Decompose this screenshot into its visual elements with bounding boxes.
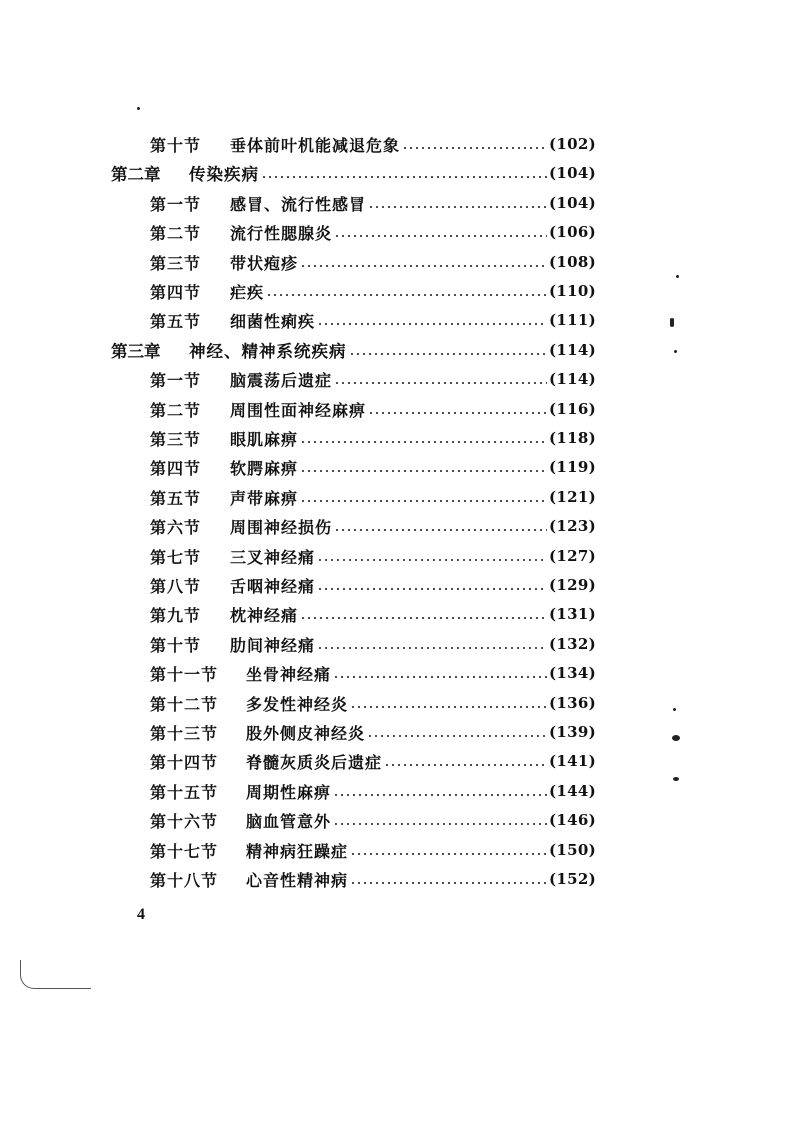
toc-entry-number: 第十一节	[150, 664, 219, 684]
toc-section-entry	[150, 748, 596, 774]
toc-section-entry	[150, 219, 596, 245]
toc-entry-number: 第一节	[150, 194, 202, 214]
dot-leader	[333, 676, 547, 678]
toc-entry-page: (139)	[548, 723, 596, 741]
dot-leader	[384, 764, 547, 766]
toc-section-entry	[150, 425, 596, 451]
dot-leader	[333, 794, 547, 796]
toc-section-entry	[150, 719, 596, 745]
toc-section-entry	[150, 307, 596, 333]
dot-leader	[334, 529, 547, 531]
toc-section-entry	[150, 660, 596, 686]
toc-section-entry	[150, 366, 596, 392]
scan-speck	[673, 777, 679, 781]
toc-section-entry	[150, 543, 596, 569]
toc-chapter-entry	[111, 160, 596, 186]
dot-leader	[300, 617, 547, 619]
toc-entry-title: 肋间神经痛	[230, 635, 316, 655]
toc-entry-title: 枕神经痛	[230, 605, 299, 625]
dot-leader	[402, 147, 547, 149]
toc-entry-title: 垂体前叶机能减退危象	[230, 135, 401, 155]
scan-speck	[676, 275, 679, 278]
toc-entry-title: 坐骨神经痛	[246, 664, 332, 684]
toc-entry-number: 第六节	[150, 517, 202, 537]
toc-entry-number: 第十节	[150, 135, 202, 155]
scan-speck	[673, 708, 676, 711]
toc-section-entry	[150, 396, 596, 422]
toc-entry-number: 第二章	[111, 165, 161, 184]
toc-section-entry	[150, 690, 596, 716]
toc-section-entry	[150, 513, 596, 539]
toc-entry-page: (123)	[548, 517, 596, 535]
toc-section-entry	[150, 601, 596, 627]
dot-leader	[367, 735, 547, 737]
scan-speck	[674, 350, 677, 353]
dot-leader	[317, 588, 547, 590]
toc-entry-number: 第十五节	[150, 782, 219, 802]
toc-entry-number: 第二节	[150, 400, 202, 420]
toc-chapter-entry	[111, 337, 596, 363]
dot-leader	[300, 265, 547, 267]
toc-entry-number: 第十三节	[150, 723, 219, 743]
dot-leader	[266, 294, 547, 296]
toc-entry-page: (114)	[548, 370, 596, 388]
toc-entry-page: (141)	[548, 752, 596, 770]
toc-entry-number: 第十四节	[150, 752, 219, 772]
toc-entry-page: (118)	[548, 429, 596, 447]
toc-section-entry	[150, 572, 596, 598]
dot-leader	[350, 882, 547, 884]
toc-section-entry	[150, 131, 596, 157]
toc-entry-page: (146)	[548, 811, 596, 829]
toc-entry-page: (108)	[548, 253, 596, 271]
toc-entry-title: 脑震荡后遗症	[230, 370, 333, 390]
toc-entry-page: (119)	[548, 458, 596, 476]
toc-section-entry	[150, 807, 596, 833]
toc-entry-title: 软腭麻痹	[230, 458, 299, 478]
dot-leader	[350, 706, 547, 708]
toc-entry-number: 第十七节	[150, 841, 219, 861]
dot-leader	[334, 382, 547, 384]
toc-entry-title: 股外侧皮神经炎	[246, 723, 366, 743]
toc-entry-number: 第七节	[150, 547, 202, 567]
dot-leader	[300, 441, 547, 443]
toc-entry-title: 眼肌麻痹	[230, 429, 299, 449]
toc-entry-title: 感冒、流行性感冒	[230, 194, 367, 214]
toc-entry-page: (127)	[548, 547, 596, 565]
toc-entry-number: 第八节	[150, 576, 202, 596]
toc-entry-number: 第四节	[150, 458, 202, 478]
toc-entry-page: (114)	[548, 341, 596, 359]
toc-entry-title: 心音性精神病	[246, 870, 349, 890]
toc-entry-number: 第五节	[150, 488, 202, 508]
dot-leader	[261, 176, 547, 178]
dot-leader	[334, 235, 547, 237]
dot-leader	[300, 500, 547, 502]
page-number: 4	[137, 906, 145, 923]
toc-entry-number: 第十节	[150, 635, 202, 655]
dot-leader	[317, 323, 547, 325]
toc-entry-page: (121)	[548, 488, 596, 506]
dot-leader	[317, 647, 547, 649]
toc-section-entry	[150, 249, 596, 275]
toc-entry-number: 第十六节	[150, 811, 219, 831]
dot-leader	[368, 206, 547, 208]
toc-entry-title: 周围性面神经麻痹	[230, 400, 367, 420]
toc-entry-title: 细菌性痢疾	[230, 311, 316, 331]
toc-section-entry	[150, 454, 596, 480]
dot-leader	[300, 470, 547, 472]
toc-entry-page: (106)	[548, 223, 596, 241]
scan-speck	[672, 735, 680, 741]
toc-entry-page: (110)	[548, 282, 596, 300]
margin-line	[20, 960, 91, 989]
toc-entry-title: 传染疾病	[189, 165, 259, 184]
dot-leader	[349, 353, 547, 355]
toc-entry-page: (152)	[548, 870, 596, 888]
toc-entry-page: (111)	[548, 311, 596, 329]
toc-entry-number: 第三节	[150, 429, 202, 449]
toc-section-entry	[150, 778, 596, 804]
toc-entry-title: 疟疾	[230, 282, 265, 302]
toc-entry-page: (131)	[548, 605, 596, 623]
toc-entry-page: (150)	[548, 841, 596, 859]
toc-entry-page: (144)	[548, 782, 596, 800]
toc-entry-page: (104)	[548, 164, 596, 182]
toc-entry-number: 第二节	[150, 223, 202, 243]
toc-entry-page: (129)	[548, 576, 596, 594]
toc-entry-title: 周围神经损伤	[230, 517, 333, 537]
toc-entry-page: (132)	[548, 635, 596, 653]
scan-speck	[137, 107, 140, 110]
toc-section-entry	[150, 631, 596, 657]
toc-entry-title: 周期性麻痹	[246, 782, 332, 802]
toc-section-entry	[150, 190, 596, 216]
toc-entry-page: (102)	[548, 135, 596, 153]
toc-entry-title: 脑血管意外	[246, 811, 332, 831]
toc-entry-page: (116)	[548, 400, 596, 418]
toc-section-entry	[150, 837, 596, 863]
toc-entry-title: 精神病狂躁症	[246, 841, 349, 861]
toc-entry-number: 第十八节	[150, 870, 219, 890]
toc-entry-title: 多发性神经炎	[246, 694, 349, 714]
toc-entry-number: 第三章	[111, 342, 161, 361]
toc-entry-number: 第四节	[150, 282, 202, 302]
toc-entry-title: 流行性腮腺炎	[230, 223, 333, 243]
toc-entry-number: 第九节	[150, 605, 202, 625]
toc-section-entry	[150, 278, 596, 304]
dot-leader	[333, 823, 547, 825]
scan-speck	[670, 318, 674, 327]
toc-entry-number: 第三节	[150, 253, 202, 273]
toc-entry-number: 第一节	[150, 370, 202, 390]
toc-entry-title: 带状疱疹	[230, 253, 299, 273]
toc-entry-number: 第五节	[150, 311, 202, 331]
toc-entry-page: (134)	[548, 664, 596, 682]
toc-entry-page: (104)	[548, 194, 596, 212]
toc-section-entry	[150, 484, 596, 510]
toc-entry-title: 舌咽神经痛	[230, 576, 316, 596]
toc-section-entry	[150, 866, 596, 892]
dot-leader	[317, 559, 547, 561]
toc-entry-title: 脊髓灰质炎后遗症	[246, 752, 383, 772]
toc-entry-title: 神经、精神系统疾病	[189, 342, 347, 361]
toc-entry-page: (136)	[548, 694, 596, 712]
toc-entry-number: 第十二节	[150, 694, 219, 714]
dot-leader	[350, 853, 547, 855]
toc-entry-title: 三叉神经痛	[230, 547, 316, 567]
dot-leader	[368, 412, 547, 414]
toc-entry-title: 声带麻痹	[230, 488, 299, 508]
